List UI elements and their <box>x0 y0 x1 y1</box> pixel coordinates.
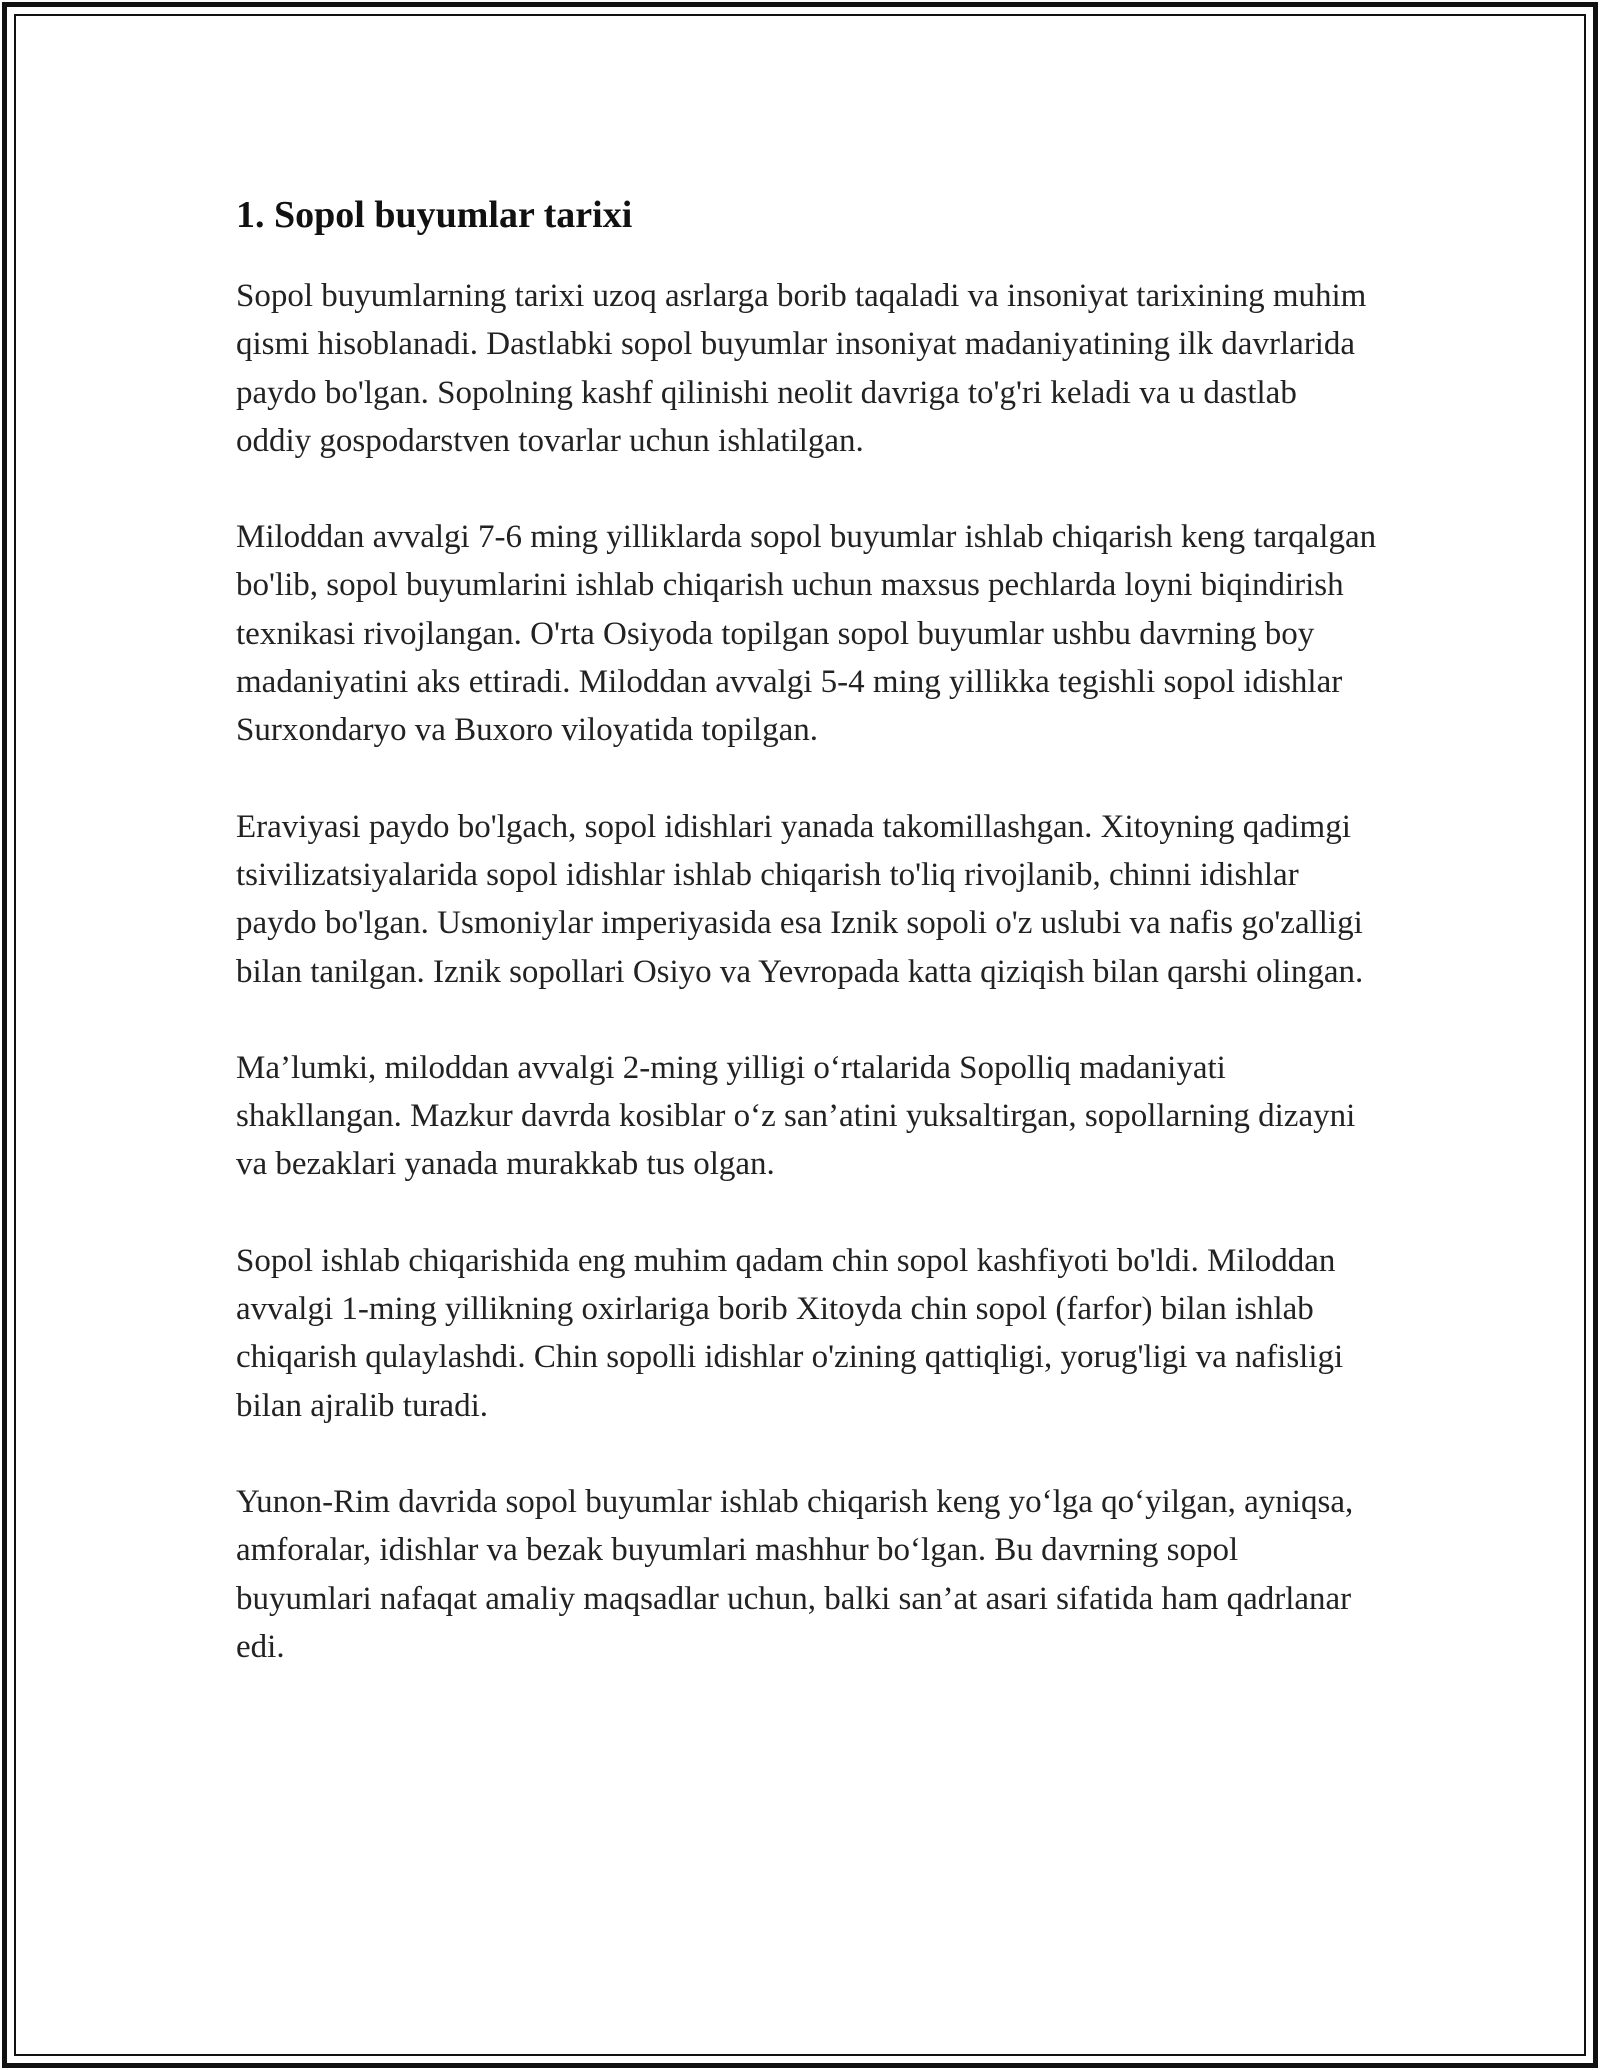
paragraph-1: Sopol buyumlarning tarixi uzoq asrlarga borib taqaladi va insoniyat tarixining muhim qismi hisoblanadi. Dastlabki sopol buyumlar insoniyat madaniyatining ilk davrlarida paydo bo'lgan. Sopolning kashf qilinishi neolit davriga to'g'ri keladi va u dastlab oddiy gospodarstven tovarlar uchun ishlatilgan. <box>236 278 1367 459</box>
paragraph-2: Miloddan avvalgi 7-6 ming yilliklarda sopol buyumlar ishlab chiqarish keng tarqalgan bo'lib, sopol buyumlarini ishlab chiqarish uchun maxsus pechlarda loyni biqindirish texnikasi rivojlangan. O'rta Osiyoda topilgan sopol buyumlar ushbu davrning boy madaniyatini aks ettiradi. Miloddan avvalgi 5-4 ming yillikka tegishli sopol idishlar Surxondaryo va Buxoro viloyatida topilgan. <box>236 519 1377 749</box>
paragraph-3: Eraviyasi paydo bo'lgach, sopol idishlari yanada takomillashgan. Xitoyning qadimgi tsivilizatsiyalarida sopol idishlar ishlab chiqarish to'liq rivojlanib, chinni idishlar paydo bo'lgan. Usmoniylar imperiyasida esa Iznik sopoli o'z uslubi va nafis go'zalligi bilan tanilgan. Iznik sopollari Osiyo va Yevropada katta qiziqish bilan qarshi olingan. <box>236 808 1364 990</box>
paragraph-4: Ma’lumki, miloddan avvalgi 2-ming yilligi o‘rtalarida Sopolliq madaniyati shakllangan. Mazkur davrda kosiblar o‘z san’atini yuksaltirgan, sopollarning dizayni va bezaklari yanada murakkab tus olgan. <box>236 1049 1356 1183</box>
paragraph-5: Sopol ishlab chiqarishida eng muhim qadam chin sopol kashfiyoti bo'ldi. Miloddan avvalgi 1-ming yillikning oxirlariga borib Xitoyda chin sopol (farfor) bilan ishlab chiqarish qulaylashdi. Chin sopolli idishlar o'zining qattiqligi, yorug'ligi va nafisligi bilan ajralib turadi. <box>236 1242 1344 1424</box>
document-body <box>236 186 1378 1719</box>
section-title: 1. Sopol buyumlar tarixi <box>236 194 633 236</box>
paragraph-6: Yunon-Rim davrida sopol buyumlar ishlab chiqarish keng yo‘lga qo‘yilgan, ayniqsa, amforalar, idishlar va bezak buyumlari mashhur bo‘lgan. Bu davrning sopol buyumlari nafaqat amaliy maqsadlar uchun, balki san’at asari sifatida ham qadrlanar edi. <box>236 1483 1354 1665</box>
